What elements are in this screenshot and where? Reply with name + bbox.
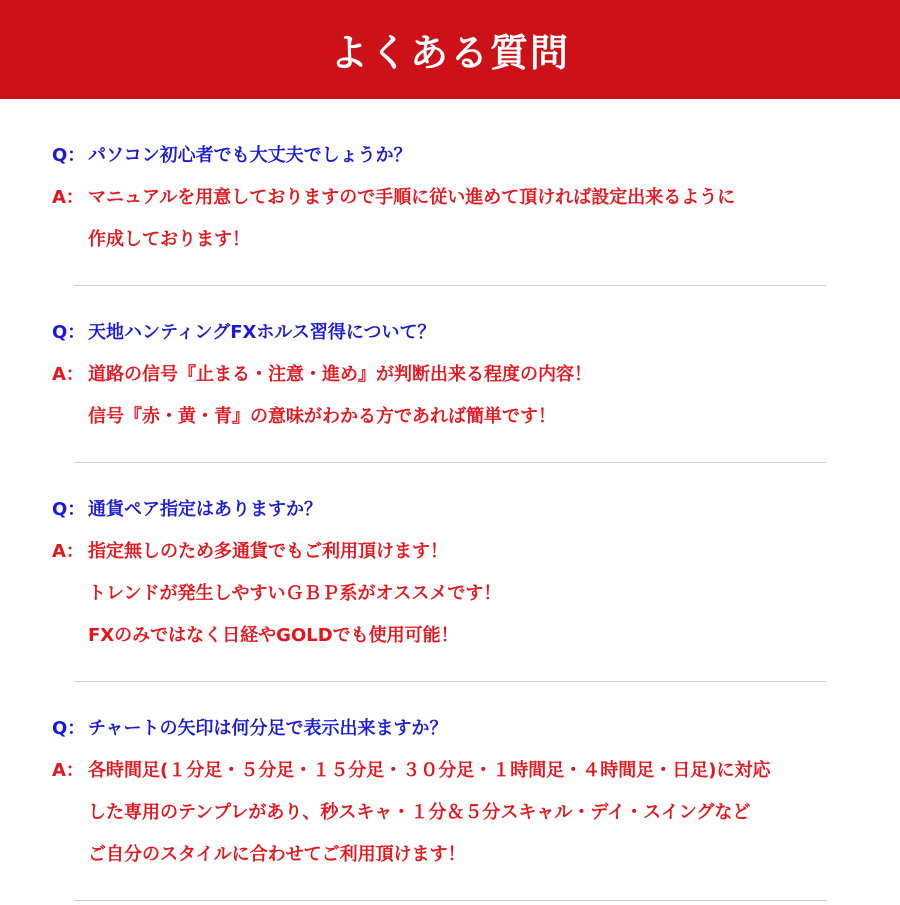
answer-text: 各時間足(１分足・５分足・１５分足・３０分足・１時間足・４時間足・日足)に対応 [88, 760, 771, 781]
faq-question [52, 145, 412, 167]
faq-answer-line [52, 583, 501, 605]
faq-answer-line [52, 625, 459, 647]
faq-answer-line [52, 364, 592, 386]
answer-text: FXのみではなく日経やGOLDでも使用可能！ [88, 625, 459, 646]
faq-answer-line [52, 844, 466, 866]
answer-text: 道路の信号『止まる・注意・進め』が判断出来る程度の内容！ [88, 364, 592, 385]
answer-text: マニュアルを用意しておりますので手順に従い進めて頂ければ設定出来るように [88, 187, 736, 208]
question-text: 通貨ペア指定はありますか？ [88, 499, 322, 520]
answer-text: 作成しております！ [88, 229, 250, 250]
faq-header [0, 0, 900, 99]
answer-prefix: A： [52, 364, 84, 385]
answer-text: トレンドが発生しやすいＧＢＰ系がオススメです！ [88, 583, 502, 604]
answer-text: 指定無しのため多通貨でもご利用頂けます！ [88, 541, 448, 562]
question-prefix: Q： [52, 718, 86, 739]
question-text: パソコン初心者でも大丈夫でしょうか？ [88, 145, 412, 166]
faq-divider [74, 900, 826, 901]
faq-answer-line [52, 541, 448, 563]
question-prefix: Q： [52, 499, 86, 520]
faq-divider [74, 462, 826, 463]
answer-prefix: A： [52, 187, 84, 208]
question-prefix: Q： [52, 145, 86, 166]
answer-text: 信号『赤・黄・青』の意味がわかる方であれば簡単です！ [88, 406, 556, 427]
faq-question [52, 322, 435, 344]
answer-text: ご自分のスタイルに合わせてご利用頂けます！ [88, 844, 466, 865]
faq-divider [74, 285, 826, 286]
page-title: よくある質問 [329, 31, 570, 75]
faq-question [52, 499, 322, 521]
faq-answer-line [52, 406, 556, 428]
faq-answer-line [52, 187, 735, 209]
faq-answer-line [52, 229, 250, 251]
faq-answer-line [52, 760, 770, 782]
answer-text: した専用のテンプレがあり、秒スキャ・１分＆５分スキャル・デイ・スイングなど [88, 802, 751, 823]
question-prefix: Q： [52, 322, 86, 343]
faq-divider [74, 681, 826, 682]
faq-question [52, 718, 447, 740]
answer-prefix: A： [52, 760, 84, 781]
question-text: 天地ハンティングFXホルス習得について？ [88, 322, 436, 343]
question-text: チャートの矢印は何分足で表示出来ますか？ [88, 718, 448, 739]
answer-prefix: A： [52, 541, 84, 562]
faq-answer-line [52, 802, 750, 824]
